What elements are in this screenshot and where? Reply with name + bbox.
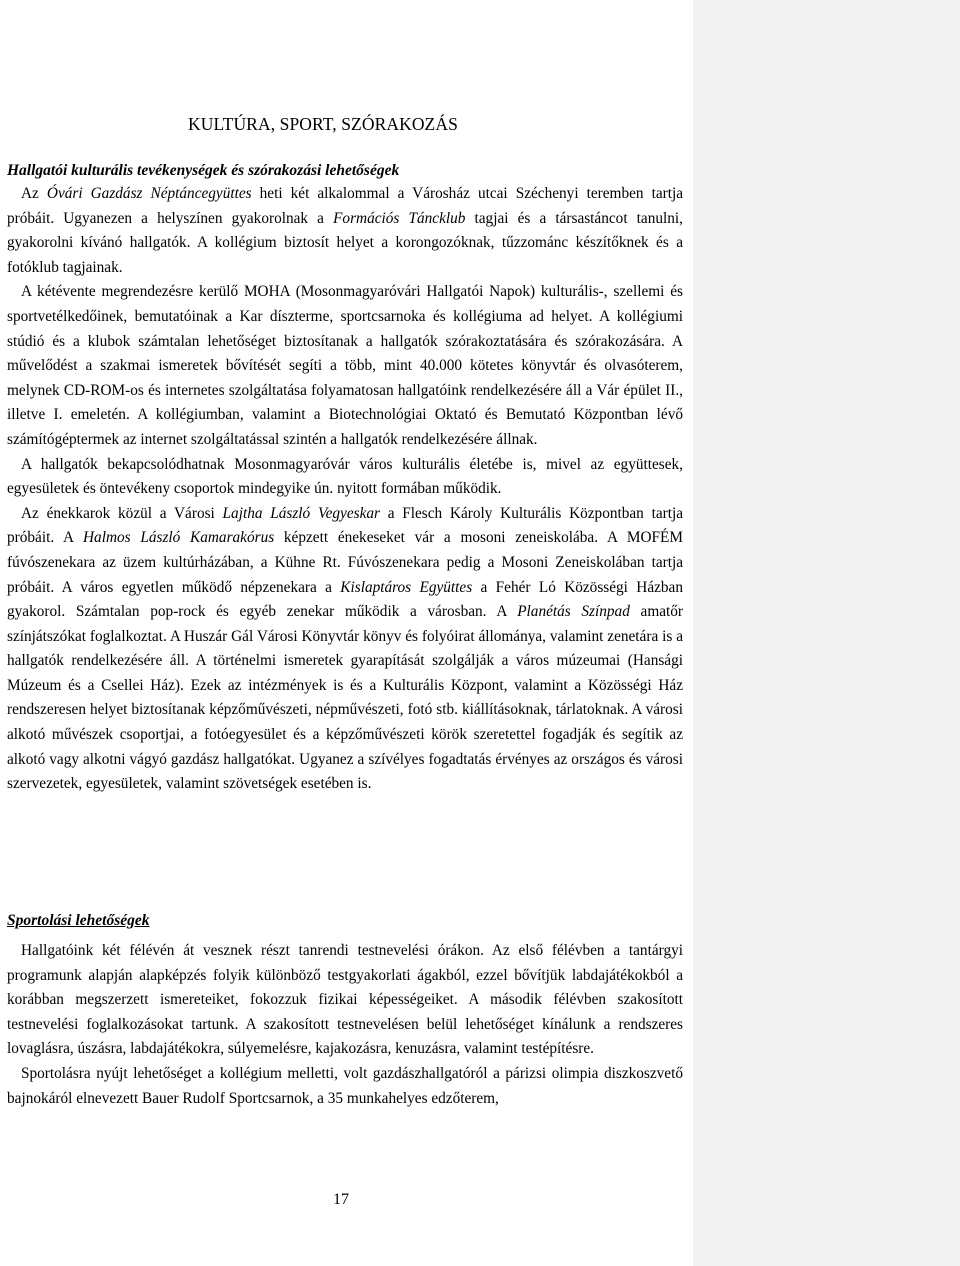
paragraph-culture-4 bbox=[7, 502, 683, 797]
text-run: tagjai és a társastáncot tanulni, gyakorolni kívánó hallgatók. A kollégium biztosít helyet a korongozóknak, tűzzománc készítőknek és a fotóklub tagjainak. bbox=[7, 209, 683, 276]
paragraph-sport-2: Sportolásra nyújt lehetőséget a kollégium melletti, volt gazdászhallgatóról a párizsi olimpia diszkoszvető bajnokáról elnevezett Bauer Rudolf Sportcsarnok, a 35 munkahelyes edzőterem, bbox=[7, 1064, 683, 1107]
italic-run: Óvári Gazdász Néptáncegyüttes bbox=[46, 185, 252, 202]
italic-run: Halmos László Kamarakórus bbox=[83, 529, 275, 547]
italic-run: Planétás Színpad bbox=[517, 603, 630, 621]
paragraph-sport-1: Hallgatóink két félévén át vesznek részt tanrendi testnevelési órákon. Az első félévben a tantárgyi programunk alapján alapképzés folyik különböző testgyakorlati ágakból, ezzel bővítjük labdajátékokból a korábban megszerzett ismereteiket, fokozzuk fizikai képességeiket. A második félévben szakosított testnevelési foglalkozásokat tartunk. A szakosított testnevelésen belül lehetőséget kínálunk a rendszeres lovaglásra, úszásra, labdajátékokra, súlyemelésre, kajakozásra, kenuzásra, valamint testépítésre. bbox=[7, 942, 683, 1058]
text-run: heti két alkalommal a Városház utcai Széchenyi teremben tartja próbáit. Ugyanezen a helyszínen gyakorolnak a bbox=[7, 185, 683, 227]
sport-text-block bbox=[7, 939, 683, 1111]
section-heading-culture: Hallgatói kulturális tevékenységek és szórakozási lehetőségek bbox=[7, 162, 400, 179]
italic-run: Kislaptáros Együttes bbox=[340, 578, 473, 596]
paragraph-culture-3: A hallgatók bekapcsolódhatnak Mosonmagyaróvár város kulturális életébe is, mivel az együttesek, egyesületek és öntevékeny csoportok mindegyike ún. nyitott formában működik. bbox=[7, 455, 683, 498]
paragraph-culture-1 bbox=[7, 182, 683, 280]
section-heading-sport: Sportolási lehetőségek bbox=[7, 912, 150, 929]
page-number: 17 bbox=[333, 1191, 349, 1208]
text-run: amatőr színjátszókat foglalkoztat. A Huszár Gál Városi Könyvtár könyv és folyóirat állománya, valamint zenetára is a hallgatók rendelkezésére áll. A történelmi ismeretek gyarapítását szolgálják a város múzeumai (Hansági Múzeum és a Csellei Ház). Ezek az intézmények is és a Kulturális Központ, valamint a Közösségi Ház rendszeresen helyet biztosítanak képzőművészeti, népművészeti, fotó stb. kiállításoknak, tárlatoknak. A városi alkotó művészek csoportjai, a fotóegyesület és a képzőművészeti körök szeretettel fogadják és segítik az alkotó vagy alkotni vágyó gazdász hallgatókat. Ugyanez a szívélyes fogadtatás érvényes az országos és városi szervezetek, egyesületek, valamint szövetségek esetében is. bbox=[7, 603, 683, 793]
comment-sidebar bbox=[693, 0, 960, 1266]
paragraph-culture-2: A kétévente megrendezésre kerülő MOHA (Mosonmagyaróvári Hallgatói Napok) kulturális-, szellemi és sportvetélkedőinek, bemutatóinak a Kar díszterme, sportcsarnoka és kollégiuma ad helyet. A kollégiumi stúdió és a klubok számtalan lehetőséget biztosítanak a hallgatók szórakoztatására és szórakozására. A művelődést a szakmai ismeretek bővítését segíti a több, mint 40.000 kötetes könyvtár és olvasóterem, melynek CD-ROM-os és internetes szolgáltatása folyamatosan hallgatóink rendelkezésére áll a Vár épület II., illetve I. emeletén. A kollégiumban, valamint a Biotechnológiai Oktató és Bemutató Központban lévő számítógéptermek az internet szolgáltatással szintén a hallgatók rendelkezésére állnak. bbox=[7, 283, 683, 448]
text-run: Az bbox=[21, 185, 47, 202]
text-run: a Fehér Ló Közösségi Házban gyakorol. Számtalan pop-rock és egyéb zenekar működik a városban. A bbox=[7, 578, 683, 621]
page-title: KULTÚRA, SPORT, SZÓRAKOZÁS bbox=[188, 114, 458, 134]
text-run: a Flesch Károly Kulturális Központban tartja próbáit. A bbox=[7, 504, 683, 547]
italic-run: Formációs Táncklub bbox=[333, 209, 466, 227]
italic-run: Lajtha László Vegyeskar bbox=[222, 504, 380, 522]
text-run: képzett énekeseket vár a mosoni zeneiskolába. A MOFÉM fúvószenekara az üzem kultúrházában, a Kühne Rt. Fúvószenekara pedig a Mosoni Zeneiskolában tartja próbáit. A város egyetlen működő népzenekara a bbox=[7, 529, 683, 596]
text-run: Az énekkarok közül a Városi bbox=[21, 504, 223, 522]
culture-text-block bbox=[7, 182, 683, 797]
